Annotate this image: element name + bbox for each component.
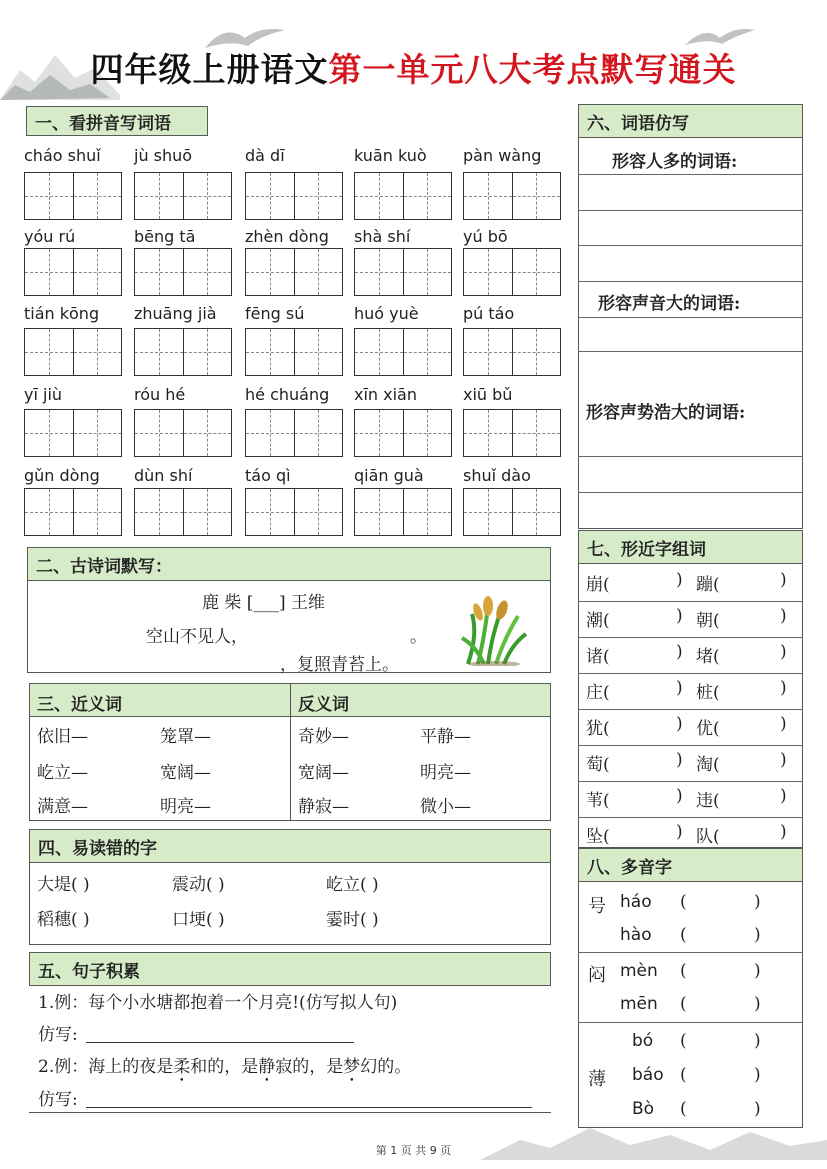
grid-cell[interactable] (513, 489, 561, 535)
row-divider (578, 709, 803, 710)
answer-line[interactable] (578, 351, 803, 352)
row-divider (578, 637, 803, 638)
writing-grid[interactable] (245, 488, 343, 536)
grid-cell[interactable] (25, 329, 74, 375)
writing-grid[interactable] (24, 328, 122, 376)
paren-close[interactable]: ) (754, 1099, 761, 1119)
section6-heading (578, 104, 803, 138)
paren-open: ( (680, 1099, 687, 1119)
pinyin-label: zhèn dòng (245, 227, 329, 246)
paren-open: ( (680, 1031, 687, 1051)
grid-cell[interactable] (246, 329, 295, 375)
synonym-item: 宽阔— (160, 763, 211, 783)
section7-heading (578, 530, 803, 564)
writing-grid[interactable] (134, 328, 232, 376)
grid-cell[interactable] (355, 329, 404, 375)
grid-cell[interactable] (25, 410, 74, 456)
section6-heading-text: 六、词语仿写 (587, 113, 689, 134)
section4-heading (29, 829, 551, 863)
writing-grid[interactable] (463, 248, 561, 296)
section2-heading (27, 547, 551, 581)
grid-cell[interactable] (135, 173, 184, 219)
writing-grid[interactable] (245, 328, 343, 376)
similar-char: 苇( (586, 791, 610, 811)
similar-char: 崩( (586, 575, 610, 595)
writing-grid[interactable] (354, 409, 452, 457)
synonym-item: 依旧— (37, 727, 88, 747)
grid-cell[interactable] (404, 249, 452, 295)
grid-cell[interactable] (513, 249, 561, 295)
grid-cell[interactable] (464, 173, 513, 219)
grid-cell[interactable] (246, 249, 295, 295)
pinyin-label: hé chuáng (245, 385, 330, 404)
paren-close[interactable]: ) (676, 714, 683, 734)
pinyin-label: shà shí (354, 227, 411, 246)
imitate-line-2[interactable] (86, 1107, 532, 1108)
grid-cell[interactable] (355, 173, 404, 219)
row-divider (578, 745, 803, 746)
section3-heading-left: 三、近义词 (37, 695, 122, 715)
poem-line2: ，复照青苔上。 (280, 655, 399, 675)
reading-pinyin: bó (632, 1031, 654, 1051)
writing-grid[interactable] (134, 172, 232, 220)
answer-line[interactable] (578, 210, 803, 211)
synonym-item: 笼罩— (160, 727, 211, 747)
writing-grid[interactable] (354, 248, 452, 296)
paren-close[interactable]: ) (780, 642, 787, 662)
grid-cell[interactable] (184, 329, 232, 375)
writing-grid[interactable] (354, 328, 452, 376)
writing-grid[interactable] (134, 488, 232, 536)
section4-heading-text: 四、易读错的字 (38, 838, 157, 859)
grid-cell[interactable] (295, 249, 343, 295)
similar-char: 潮( (586, 611, 610, 631)
similar-char: 萄( (586, 755, 610, 775)
paren-open: ( (680, 961, 687, 981)
paren-close[interactable]: ) (754, 892, 761, 912)
similar-char: 诸( (586, 647, 610, 667)
sentence-example-2: 2.例：海上的夜是柔和的，是静寂的，是梦幻的。 (38, 1057, 412, 1077)
misread-item: 口埂( ) (172, 910, 225, 930)
poem-line1-end: 。 (410, 627, 427, 647)
grid-cell[interactable] (74, 410, 122, 456)
section5-heading (29, 952, 551, 986)
grid-cell[interactable] (464, 489, 513, 535)
paren-close[interactable]: ) (676, 786, 683, 806)
paren-close[interactable]: ) (676, 750, 683, 770)
similar-char: 违( (696, 791, 720, 811)
similar-char: 坠( (586, 827, 610, 847)
writing-grid[interactable] (134, 248, 232, 296)
pinyin-label: kuān kuò (354, 146, 427, 165)
grid-cell[interactable] (184, 173, 232, 219)
antonym-item: 宽阔— (298, 763, 349, 783)
pinyin-label: yī jiù (24, 385, 63, 404)
section1-heading (26, 106, 208, 136)
writing-grid[interactable] (24, 248, 122, 296)
antonym-item: 静寂— (298, 797, 349, 817)
answer-line[interactable] (578, 456, 803, 457)
pinyin-label: yú bō (463, 227, 508, 246)
grid-cell[interactable] (135, 410, 184, 456)
answer-line[interactable] (578, 317, 803, 318)
grid-cell[interactable] (464, 410, 513, 456)
paren-open: ( (680, 892, 687, 912)
misread-item: 霎时( ) (326, 910, 379, 930)
pinyin-label: táo qì (245, 466, 291, 485)
paren-open: ( (680, 994, 687, 1014)
grid-cell[interactable] (74, 249, 122, 295)
writing-grid[interactable] (245, 409, 343, 457)
similar-char: 桩( (696, 683, 720, 703)
writing-grid[interactable] (354, 172, 452, 220)
sentence-example-1: 1.例：每个小水塘都抱着一个月亮!(仿写拟人句) (38, 993, 398, 1013)
misread-item: 屹立( ) (326, 875, 379, 895)
grid-cell[interactable] (355, 249, 404, 295)
similar-char: 堵( (696, 647, 720, 667)
polyphonic-char: 薄 (588, 1069, 606, 1090)
synonym-item: 屹立— (37, 763, 88, 783)
writing-grid[interactable] (134, 409, 232, 457)
poem-line1: 空山不见人， (146, 627, 248, 647)
reading-pinyin: mèn (620, 961, 658, 981)
section8-heading (578, 848, 803, 882)
paren-close[interactable]: ) (676, 822, 683, 842)
pinyin-label: shuǐ dào (463, 466, 531, 485)
reading-pinyin: háo (620, 892, 652, 912)
pinyin-label: dùn shí (134, 466, 193, 485)
paren-close[interactable]: ) (780, 786, 787, 806)
writing-grid[interactable] (463, 172, 561, 220)
page-title (0, 44, 827, 91)
paren-close[interactable]: ) (754, 1065, 761, 1085)
paren-close[interactable]: ) (780, 750, 787, 770)
grid-cell[interactable] (25, 489, 74, 535)
section3-divider (290, 683, 291, 821)
row-divider (578, 673, 803, 674)
similar-char: 庄( (586, 683, 610, 703)
grid-cell[interactable] (25, 173, 74, 219)
reading-pinyin: báo (632, 1065, 664, 1085)
grid-cell[interactable] (135, 249, 184, 295)
grid-cell[interactable] (513, 329, 561, 375)
poem-title: 鹿 柴 [___] 王维 (202, 593, 325, 613)
q-many-people: 形容人多的词语: (612, 152, 738, 172)
writing-grid[interactable] (24, 488, 122, 536)
pinyin-label: pú táo (463, 304, 515, 323)
paren-close[interactable]: ) (754, 1031, 761, 1051)
writing-grid[interactable] (463, 328, 561, 376)
polyphonic-char: 号 (588, 896, 606, 917)
imitate-line-1[interactable] (86, 1042, 354, 1043)
row-divider (578, 781, 803, 782)
writing-grid[interactable] (463, 409, 561, 457)
paren-close[interactable]: ) (780, 570, 787, 590)
pinyin-label: huó yuè (354, 304, 419, 323)
grid-cell[interactable] (246, 173, 295, 219)
synonym-item: 明亮— (160, 797, 211, 817)
grid-cell[interactable] (295, 173, 343, 219)
writing-grid[interactable] (24, 409, 122, 457)
paren-close[interactable]: ) (780, 678, 787, 698)
paren-close[interactable]: ) (676, 570, 683, 590)
pinyin-label: cháo shuǐ (24, 146, 101, 165)
group-divider (578, 952, 803, 953)
paren-close[interactable]: ) (754, 994, 761, 1014)
section7-heading-text: 七、形近字组词 (587, 539, 706, 560)
antonym-item: 奇妙— (298, 727, 349, 747)
grid-cell[interactable] (184, 489, 232, 535)
pinyin-label: xīn xiān (354, 385, 417, 404)
reading-pinyin: mēn (620, 994, 658, 1014)
grid-cell[interactable] (404, 329, 452, 375)
section5-bottom-line (29, 1112, 551, 1113)
grid-cell[interactable] (295, 410, 343, 456)
section5-heading-text: 五、句子积累 (38, 961, 140, 982)
paren-close[interactable]: ) (780, 606, 787, 626)
answer-line[interactable] (578, 281, 803, 282)
paren-open: ( (680, 925, 687, 945)
writing-grid[interactable] (463, 488, 561, 536)
grid-cell[interactable] (464, 249, 513, 295)
answer-line[interactable] (578, 174, 803, 175)
writing-grid[interactable] (245, 172, 343, 220)
writing-grid[interactable] (24, 172, 122, 220)
pinyin-label: fēng sú (245, 304, 305, 323)
q-loud-sound: 形容声音大的词语: (598, 294, 741, 314)
pinyin-label: qiān guà (354, 466, 424, 485)
grid-cell[interactable] (404, 489, 452, 535)
group-divider (578, 1022, 803, 1023)
grid-cell[interactable] (355, 489, 404, 535)
grid-cell[interactable] (404, 410, 452, 456)
pinyin-label: xiū bǔ (463, 385, 513, 404)
rice-plant-icon (458, 594, 530, 666)
writing-grid[interactable] (354, 488, 452, 536)
pinyin-label: tián kōng (24, 304, 100, 323)
antonym-item: 明亮— (420, 763, 471, 783)
grid-cell[interactable] (184, 410, 232, 456)
paren-close[interactable]: ) (676, 642, 683, 662)
title-grade: 四年级上册语文 (90, 50, 329, 89)
similar-char: 朝( (696, 611, 720, 631)
grid-cell[interactable] (74, 489, 122, 535)
grid-cell[interactable] (246, 489, 295, 535)
antonym-item: 平静— (420, 727, 471, 747)
grid-cell[interactable] (513, 410, 561, 456)
row-divider (578, 601, 803, 602)
writing-grid[interactable] (245, 248, 343, 296)
pinyin-label: gǔn dòng (24, 466, 100, 485)
imitate-label-1: 仿写: (38, 1025, 78, 1045)
grid-cell[interactable] (25, 249, 74, 295)
grid-cell[interactable] (74, 173, 122, 219)
paren-close[interactable]: ) (754, 925, 761, 945)
q-grand-momentum: 形容声势浩大的词语: (586, 403, 746, 423)
grid-cell[interactable] (246, 410, 295, 456)
pinyin-label: bēng tā (134, 227, 196, 246)
grid-cell[interactable] (295, 489, 343, 535)
misread-item: 震动( ) (172, 875, 225, 895)
grid-cell[interactable] (464, 329, 513, 375)
reading-pinyin: hào (620, 925, 652, 945)
grid-cell[interactable] (404, 173, 452, 219)
section3-heading-right: 反义词 (298, 695, 349, 715)
similar-char: 优( (696, 719, 720, 739)
grid-cell[interactable] (135, 489, 184, 535)
section8-box (578, 848, 803, 1128)
pinyin-label: yóu rú (24, 227, 76, 246)
grid-cell[interactable] (355, 410, 404, 456)
pinyin-label: zhuāng jià (134, 304, 217, 323)
grid-cell[interactable] (74, 329, 122, 375)
paren-close[interactable]: ) (676, 606, 683, 626)
synonym-item: 满意— (37, 797, 88, 817)
answer-line[interactable] (578, 245, 803, 246)
section1-heading-text: 一、看拼音写词语 (35, 113, 171, 134)
misread-item: 大堤( ) (37, 875, 90, 895)
misread-item: 稻穗( ) (37, 910, 90, 930)
grid-cell[interactable] (295, 329, 343, 375)
antonym-item: 微小— (420, 797, 471, 817)
grid-cell[interactable] (184, 249, 232, 295)
imitate-label-2: 仿写: (38, 1090, 78, 1110)
section7-box (578, 530, 803, 848)
similar-char: 队( (696, 827, 720, 847)
pinyin-label: pàn wàng (463, 146, 542, 165)
answer-line[interactable] (578, 492, 803, 493)
similar-char: 蹦( (696, 575, 720, 595)
title-unit: 第一单元八大考点默写通关 (328, 50, 737, 89)
similar-char: 犹( (586, 719, 610, 739)
polyphonic-char: 闷 (588, 965, 606, 986)
section8-heading-text: 八、多音字 (587, 857, 672, 878)
grid-cell[interactable] (513, 173, 561, 219)
paren-close[interactable]: ) (676, 678, 683, 698)
paren-close[interactable]: ) (780, 822, 787, 842)
paren-open: ( (680, 1065, 687, 1085)
row-divider (578, 817, 803, 818)
paren-close[interactable]: ) (780, 714, 787, 734)
reading-pinyin: Bò (632, 1099, 655, 1119)
pinyin-label: róu hé (134, 385, 186, 404)
paren-close[interactable]: ) (754, 961, 761, 981)
similar-char: 淘( (696, 755, 720, 775)
pinyin-label: dà dī (245, 146, 285, 165)
pinyin-label: jù shuō (134, 146, 193, 165)
page-footer: 第 1 页 共 9 页 (375, 1144, 452, 1157)
grid-cell[interactable] (135, 329, 184, 375)
section2-heading-text: 二、古诗词默写： (36, 556, 172, 577)
